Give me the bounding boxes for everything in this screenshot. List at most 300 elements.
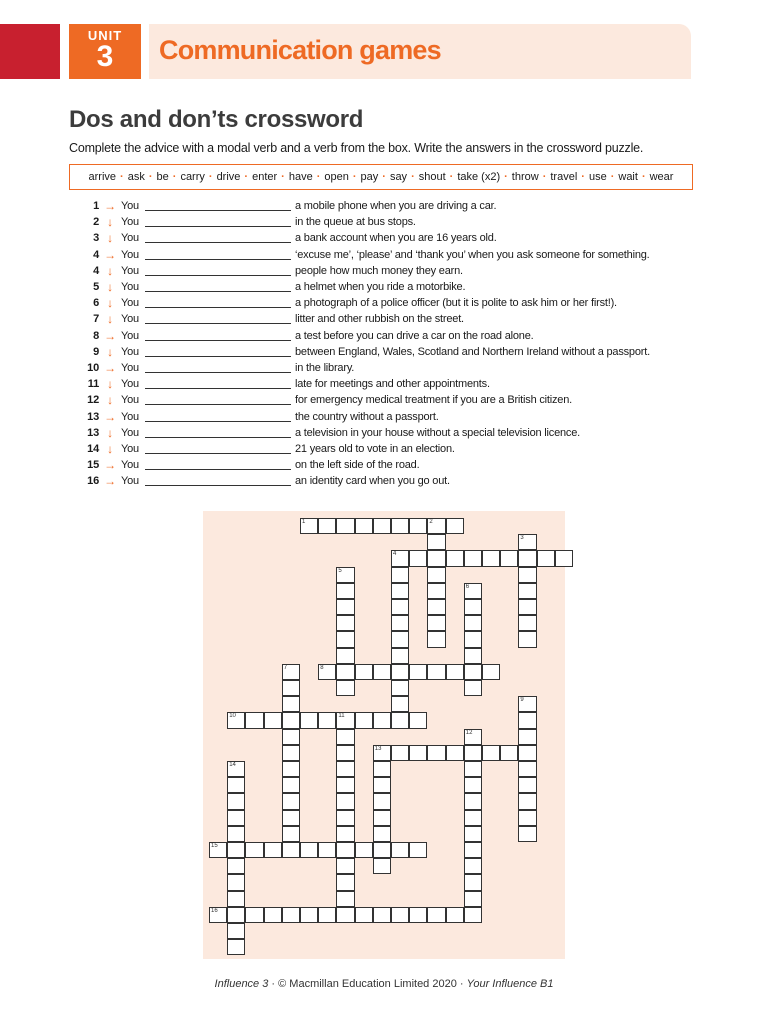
word-box-item: pay xyxy=(360,171,379,183)
crossword-cell[interactable] xyxy=(373,745,391,761)
cell-number: 8 xyxy=(320,664,324,671)
crossword-cell[interactable] xyxy=(391,567,409,583)
crossword-cell[interactable] xyxy=(282,696,300,712)
word-separator: · xyxy=(172,171,177,183)
crossword-cell[interactable] xyxy=(446,907,464,923)
crossword-cell[interactable] xyxy=(518,615,536,631)
answer-blank[interactable] xyxy=(145,250,291,260)
crossword-cell[interactable] xyxy=(518,534,536,550)
answer-blank[interactable] xyxy=(145,233,291,243)
crossword-cell[interactable] xyxy=(227,939,245,955)
cell-number: 12 xyxy=(465,729,473,736)
crossword-cell[interactable] xyxy=(373,907,391,923)
clue-text: 21 years old to vote in an election. xyxy=(295,442,455,455)
answer-blank[interactable] xyxy=(145,395,291,405)
clue-text: in the library. xyxy=(295,361,355,374)
crossword-cell[interactable] xyxy=(427,664,445,680)
word-box-item: travel xyxy=(550,171,578,183)
crossword-cell[interactable] xyxy=(464,826,482,842)
word-box xyxy=(69,164,693,190)
crossword-cell[interactable] xyxy=(336,842,354,858)
crossword-cell[interactable] xyxy=(409,745,427,761)
answer-blank[interactable] xyxy=(145,412,291,422)
crossword-cell[interactable] xyxy=(391,648,409,664)
crossword-cell[interactable] xyxy=(391,583,409,599)
crossword-cell[interactable] xyxy=(446,664,464,680)
crossword-cell[interactable] xyxy=(300,842,318,858)
crossword-cell[interactable] xyxy=(282,826,300,842)
exercise-instructions: Complete the advice with a modal verb and a verb from the box. Write the answers in the crossword puzzle. xyxy=(69,141,644,155)
crossword-cell[interactable] xyxy=(355,518,373,534)
crossword-cell[interactable] xyxy=(464,810,482,826)
clue-subject: You xyxy=(121,459,139,472)
answer-blank[interactable] xyxy=(145,460,291,470)
word-box-item: arrive xyxy=(88,171,117,183)
crossword-cell[interactable] xyxy=(518,761,536,777)
crossword-cell[interactable] xyxy=(537,550,555,566)
clue-subject: You xyxy=(121,378,139,391)
crossword-cell[interactable] xyxy=(464,680,482,696)
crossword-cell[interactable] xyxy=(373,518,391,534)
crossword-cell[interactable] xyxy=(282,729,300,745)
clue-number: 1 xyxy=(93,200,99,213)
answer-blank[interactable] xyxy=(145,444,291,454)
clue-text: a bank account when you are 16 years old. xyxy=(295,232,497,245)
crossword-cell[interactable] xyxy=(518,810,536,826)
clue-number: 4 xyxy=(93,264,99,277)
crossword-cell[interactable] xyxy=(373,793,391,809)
crossword-cell[interactable] xyxy=(427,550,445,566)
word-box-item: throw xyxy=(511,171,539,183)
unit-badge xyxy=(69,24,141,79)
crossword-cell[interactable] xyxy=(391,664,409,680)
crossword-cell[interactable] xyxy=(464,550,482,566)
clue-text: for emergency medical treatment if you are a British citizen. xyxy=(295,394,572,407)
crossword-cell[interactable] xyxy=(318,664,336,680)
answer-blank[interactable] xyxy=(145,428,291,438)
answer-blank[interactable] xyxy=(145,363,291,373)
crossword-cell[interactable] xyxy=(227,842,245,858)
clue-row xyxy=(69,295,709,311)
word-separator: · xyxy=(208,171,213,183)
crossword-cell[interactable] xyxy=(282,777,300,793)
word-separator: · xyxy=(449,171,454,183)
clue-row xyxy=(69,214,709,230)
unit-title-bar xyxy=(149,24,691,79)
crossword-cell[interactable] xyxy=(500,550,518,566)
crossword-cell[interactable] xyxy=(518,696,536,712)
crossword-cell[interactable] xyxy=(336,664,354,680)
arrow-right-icon: → xyxy=(104,458,116,473)
crossword-cell[interactable] xyxy=(264,842,282,858)
crossword-cell[interactable] xyxy=(355,664,373,680)
arrow-down-icon: ↓ xyxy=(107,344,113,359)
crossword-cell[interactable] xyxy=(227,891,245,907)
clue-number: 10 xyxy=(87,361,99,374)
answer-blank[interactable] xyxy=(145,282,291,292)
crossword-cell[interactable] xyxy=(464,777,482,793)
arrow-down-icon: ↓ xyxy=(107,312,113,327)
crossword-cell[interactable] xyxy=(555,550,573,566)
crossword-cell[interactable] xyxy=(391,842,409,858)
answer-blank[interactable] xyxy=(145,298,291,308)
crossword-cell[interactable] xyxy=(336,858,354,874)
crossword-cell[interactable] xyxy=(336,518,354,534)
crossword-cell[interactable] xyxy=(336,810,354,826)
answer-blank[interactable] xyxy=(145,476,291,486)
crossword-cell[interactable] xyxy=(227,810,245,826)
clue-row xyxy=(69,263,709,279)
crossword-cell[interactable] xyxy=(391,615,409,631)
crossword-cell[interactable] xyxy=(282,810,300,826)
clue-text: a mobile phone when you are driving a car. xyxy=(295,200,497,213)
crossword-cell[interactable] xyxy=(318,518,336,534)
crossword-cell[interactable] xyxy=(373,810,391,826)
crossword-cell[interactable] xyxy=(336,745,354,761)
word-separator: · xyxy=(120,171,124,183)
answer-blank[interactable] xyxy=(145,379,291,389)
cell-number: 14 xyxy=(229,762,236,768)
crossword-cell[interactable] xyxy=(464,583,482,599)
clue-subject: You xyxy=(121,394,139,407)
crossword-cell[interactable] xyxy=(391,907,409,923)
clue-subject: You xyxy=(121,329,139,342)
crossword-cell[interactable] xyxy=(482,550,500,566)
crossword-cell[interactable] xyxy=(373,826,391,842)
clue-row xyxy=(69,473,709,489)
clue-subject: You xyxy=(121,232,139,245)
crossword-cell[interactable] xyxy=(518,826,536,842)
crossword-cell[interactable] xyxy=(409,712,427,728)
clue-row xyxy=(69,360,709,376)
crossword-cell[interactable] xyxy=(336,599,354,615)
crossword-cell[interactable] xyxy=(409,907,427,923)
word-separator: · xyxy=(641,171,646,183)
crossword-cell[interactable] xyxy=(373,761,391,777)
clue-number: 12 xyxy=(87,394,99,407)
answer-blank[interactable] xyxy=(145,201,291,211)
crossword-cell[interactable] xyxy=(464,891,482,907)
clue-subject: You xyxy=(121,248,139,261)
crossword-cell[interactable] xyxy=(427,599,445,615)
clue-number: 2 xyxy=(93,216,99,229)
crossword-cell[interactable] xyxy=(464,907,482,923)
clue-number: 13 xyxy=(87,410,99,423)
crossword-cell[interactable] xyxy=(264,712,282,728)
clue-subject: You xyxy=(121,361,139,374)
clue-text: a television in your house without a special television licence. xyxy=(295,426,580,439)
crossword-cell[interactable] xyxy=(409,518,427,534)
crossword-cell[interactable] xyxy=(336,777,354,793)
crossword-cell[interactable] xyxy=(427,534,445,550)
crossword-cell[interactable] xyxy=(464,599,482,615)
arrow-right-icon: → xyxy=(104,474,116,489)
clue-row xyxy=(69,279,709,295)
crossword-cell[interactable] xyxy=(336,712,354,728)
clue-number: 8 xyxy=(93,329,99,342)
crossword-cell[interactable] xyxy=(518,550,536,566)
arrow-down-icon: ↓ xyxy=(107,425,113,440)
crossword-cell[interactable] xyxy=(391,680,409,696)
crossword-cell[interactable] xyxy=(300,518,318,534)
word-separator: · xyxy=(411,171,415,183)
clue-subject: You xyxy=(121,216,139,229)
crossword-cell[interactable] xyxy=(409,664,427,680)
crossword-cell[interactable] xyxy=(336,567,354,583)
clue-row xyxy=(69,247,709,263)
crossword-cell[interactable] xyxy=(282,664,300,680)
footer-copyright: · © Macmillan Education Limited 2020 · xyxy=(268,978,467,990)
word-separator: · xyxy=(382,171,386,183)
arrow-right-icon: → xyxy=(104,360,116,375)
crossword-cell[interactable] xyxy=(518,583,536,599)
crossword-cell[interactable] xyxy=(427,615,445,631)
word-separator: · xyxy=(610,171,615,183)
crossword-cell[interactable] xyxy=(427,518,445,534)
answer-blank[interactable] xyxy=(145,217,291,227)
cell-number: 3 xyxy=(520,535,524,542)
crossword-cell[interactable] xyxy=(209,907,227,923)
arrow-down-icon: ↓ xyxy=(107,441,113,456)
crossword-cell[interactable] xyxy=(391,712,409,728)
crossword-cell[interactable] xyxy=(391,518,409,534)
clue-number: 13 xyxy=(87,426,99,439)
crossword-cell[interactable] xyxy=(373,664,391,680)
cell-number: 6 xyxy=(465,583,470,590)
unit-color-bar xyxy=(0,24,60,79)
crossword-cell[interactable] xyxy=(464,874,482,890)
word-box-item: wait xyxy=(618,171,638,183)
clue-text: in the queue at bus stops. xyxy=(295,216,416,229)
unit-number: 3 xyxy=(96,40,114,73)
clue-subject: You xyxy=(121,313,139,326)
clue-row xyxy=(69,376,709,392)
crossword-cell[interactable] xyxy=(282,712,300,728)
clue-number: 4 xyxy=(93,248,99,261)
crossword-cell[interactable] xyxy=(464,664,482,680)
crossword-cell[interactable] xyxy=(355,842,373,858)
arrow-right-icon: → xyxy=(104,409,116,424)
crossword-cell[interactable] xyxy=(336,874,354,890)
crossword-cell[interactable] xyxy=(336,680,354,696)
clue-text: people how much money they earn. xyxy=(295,264,463,277)
word-box-item: wear xyxy=(649,171,674,183)
clue-text: on the left side of the road. xyxy=(295,459,420,472)
crossword-cell[interactable] xyxy=(318,712,336,728)
crossword-cell[interactable] xyxy=(464,729,482,745)
crossword-cell[interactable] xyxy=(409,842,427,858)
crossword-cell[interactable] xyxy=(464,761,482,777)
crossword-cell[interactable] xyxy=(464,745,482,761)
word-box-item: use xyxy=(588,171,607,183)
crossword-cell[interactable] xyxy=(245,842,263,858)
crossword-cell[interactable] xyxy=(282,745,300,761)
crossword-cell[interactable] xyxy=(282,842,300,858)
crossword-cell[interactable] xyxy=(391,745,409,761)
crossword-cell[interactable] xyxy=(464,615,482,631)
answer-blank[interactable] xyxy=(145,331,291,341)
clue-subject: You xyxy=(121,200,139,213)
crossword-cell[interactable] xyxy=(464,631,482,647)
crossword-cell[interactable] xyxy=(282,907,300,923)
crossword-cell[interactable] xyxy=(227,826,245,842)
crossword-cell[interactable] xyxy=(355,712,373,728)
crossword-cell[interactable] xyxy=(464,793,482,809)
clue-number: 6 xyxy=(93,297,99,310)
crossword-cell[interactable] xyxy=(336,583,354,599)
crossword-cell[interactable] xyxy=(336,826,354,842)
crossword-cell[interactable] xyxy=(209,842,227,858)
crossword-cell[interactable] xyxy=(336,891,354,907)
crossword-cell[interactable] xyxy=(464,842,482,858)
footer-book-title: Influence 3 xyxy=(214,978,269,990)
word-separator: · xyxy=(352,171,357,183)
clue-subject: You xyxy=(121,475,139,488)
word-box-item: enter xyxy=(252,171,278,183)
word-box-item: take (x2) xyxy=(457,171,501,183)
clue-list xyxy=(69,198,709,489)
unit-label: UNIT xyxy=(87,28,123,43)
crossword-cell[interactable] xyxy=(373,777,391,793)
arrow-right-icon: → xyxy=(104,328,116,343)
crossword-cell[interactable] xyxy=(427,907,445,923)
crossword-cell[interactable] xyxy=(300,907,318,923)
clue-row xyxy=(69,198,709,214)
crossword-cell[interactable] xyxy=(518,777,536,793)
crossword-cell[interactable] xyxy=(518,567,536,583)
word-box-item: drive xyxy=(216,171,241,183)
crossword-cell[interactable] xyxy=(227,777,245,793)
crossword-cell[interactable] xyxy=(464,648,482,664)
crossword-cell[interactable] xyxy=(391,631,409,647)
crossword-cell[interactable] xyxy=(336,907,354,923)
arrow-down-icon: ↓ xyxy=(107,377,113,392)
cell-number: 9 xyxy=(520,697,524,704)
crossword-cell[interactable] xyxy=(409,550,427,566)
word-separator: · xyxy=(148,171,153,183)
footer-series: Your Influence B1 xyxy=(466,978,554,990)
crossword-cell[interactable] xyxy=(446,550,464,566)
crossword-cell[interactable] xyxy=(318,842,336,858)
clue-text: a test before you can drive a car on the road alone. xyxy=(295,329,534,342)
word-box-item: shout xyxy=(418,171,446,183)
crossword-cell[interactable] xyxy=(282,680,300,696)
word-separator: · xyxy=(244,171,249,183)
clue-text: litter and other rubbish on the street. xyxy=(295,313,464,326)
crossword-cell[interactable] xyxy=(227,793,245,809)
crossword-cell[interactable] xyxy=(518,745,536,761)
clue-subject: You xyxy=(121,442,139,455)
crossword-cell[interactable] xyxy=(227,874,245,890)
crossword-cell[interactable] xyxy=(391,696,409,712)
arrow-right-icon: → xyxy=(104,199,116,214)
crossword-cell[interactable] xyxy=(227,907,245,923)
cell-number: 10 xyxy=(229,713,236,720)
crossword-cell[interactable] xyxy=(282,793,300,809)
clue-subject: You xyxy=(121,426,139,439)
crossword-cell[interactable] xyxy=(427,583,445,599)
crossword-cell[interactable] xyxy=(373,858,391,874)
crossword-cell[interactable] xyxy=(318,907,336,923)
crossword-cell[interactable] xyxy=(245,712,263,728)
crossword-cell[interactable] xyxy=(300,712,318,728)
answer-blank[interactable] xyxy=(145,347,291,357)
crossword-cell[interactable] xyxy=(373,842,391,858)
word-box-item: say xyxy=(389,171,408,183)
answer-blank[interactable] xyxy=(145,314,291,324)
crossword-cell[interactable] xyxy=(264,907,282,923)
crossword-cell[interactable] xyxy=(227,761,245,777)
crossword-cell[interactable] xyxy=(336,761,354,777)
word-box-item: be xyxy=(156,171,169,183)
crossword-cell[interactable] xyxy=(282,761,300,777)
clue-text: ‘excuse me’, ‘please’ and ‘thank you’ when you ask someone for something. xyxy=(295,248,650,261)
crossword-cell[interactable] xyxy=(427,567,445,583)
word-separator: · xyxy=(281,171,285,183)
crossword-cell[interactable] xyxy=(391,550,409,566)
crossword-cell[interactable] xyxy=(482,745,500,761)
crossword-cell[interactable] xyxy=(227,712,245,728)
crossword-cell[interactable] xyxy=(227,858,245,874)
clue-text: a photograph of a police officer (but it is polite to ask him or her first!). xyxy=(295,297,617,310)
clue-row xyxy=(69,392,709,408)
answer-blank[interactable] xyxy=(145,266,291,276)
arrow-right-icon: → xyxy=(104,247,116,262)
crossword-cell[interactable] xyxy=(446,518,464,534)
clue-row xyxy=(69,328,709,344)
clue-row xyxy=(69,457,709,473)
word-separator: · xyxy=(316,171,321,183)
cell-number: 7 xyxy=(283,664,288,671)
clue-row xyxy=(69,311,709,327)
crossword-cell[interactable] xyxy=(336,648,354,664)
crossword-cell[interactable] xyxy=(500,745,518,761)
crossword-cell[interactable] xyxy=(336,793,354,809)
crossword-cell[interactable] xyxy=(427,745,445,761)
crossword-cell[interactable] xyxy=(518,599,536,615)
crossword-cell[interactable] xyxy=(427,631,445,647)
cell-number: 15 xyxy=(211,843,218,849)
word-box-item: ask xyxy=(127,171,145,183)
crossword-cell[interactable] xyxy=(518,631,536,647)
crossword-cell[interactable] xyxy=(518,729,536,745)
crossword-cell[interactable] xyxy=(482,664,500,680)
clue-text: a helmet when you ride a motorbike. xyxy=(295,281,466,294)
crossword-cell[interactable] xyxy=(464,858,482,874)
crossword-cell[interactable] xyxy=(245,907,263,923)
clue-subject: You xyxy=(121,281,139,294)
crossword-cell[interactable] xyxy=(518,712,536,728)
crossword-cell[interactable] xyxy=(391,599,409,615)
crossword-cell[interactable] xyxy=(227,923,245,939)
crossword-cell[interactable] xyxy=(336,631,354,647)
crossword-cell[interactable] xyxy=(518,793,536,809)
crossword-cell[interactable] xyxy=(336,615,354,631)
clue-number: 3 xyxy=(93,232,99,245)
word-separator: · xyxy=(581,171,585,183)
clue-number: 5 xyxy=(93,281,99,294)
crossword-cell[interactable] xyxy=(355,907,373,923)
cell-number: 2 xyxy=(429,519,433,525)
clue-subject: You xyxy=(121,410,139,423)
clue-subject: You xyxy=(121,264,139,277)
crossword-cell[interactable] xyxy=(336,729,354,745)
crossword-grid xyxy=(203,511,565,959)
crossword-cell[interactable] xyxy=(373,712,391,728)
clue-number: 9 xyxy=(93,345,99,358)
clue-row xyxy=(69,344,709,360)
crossword-cell[interactable] xyxy=(446,745,464,761)
